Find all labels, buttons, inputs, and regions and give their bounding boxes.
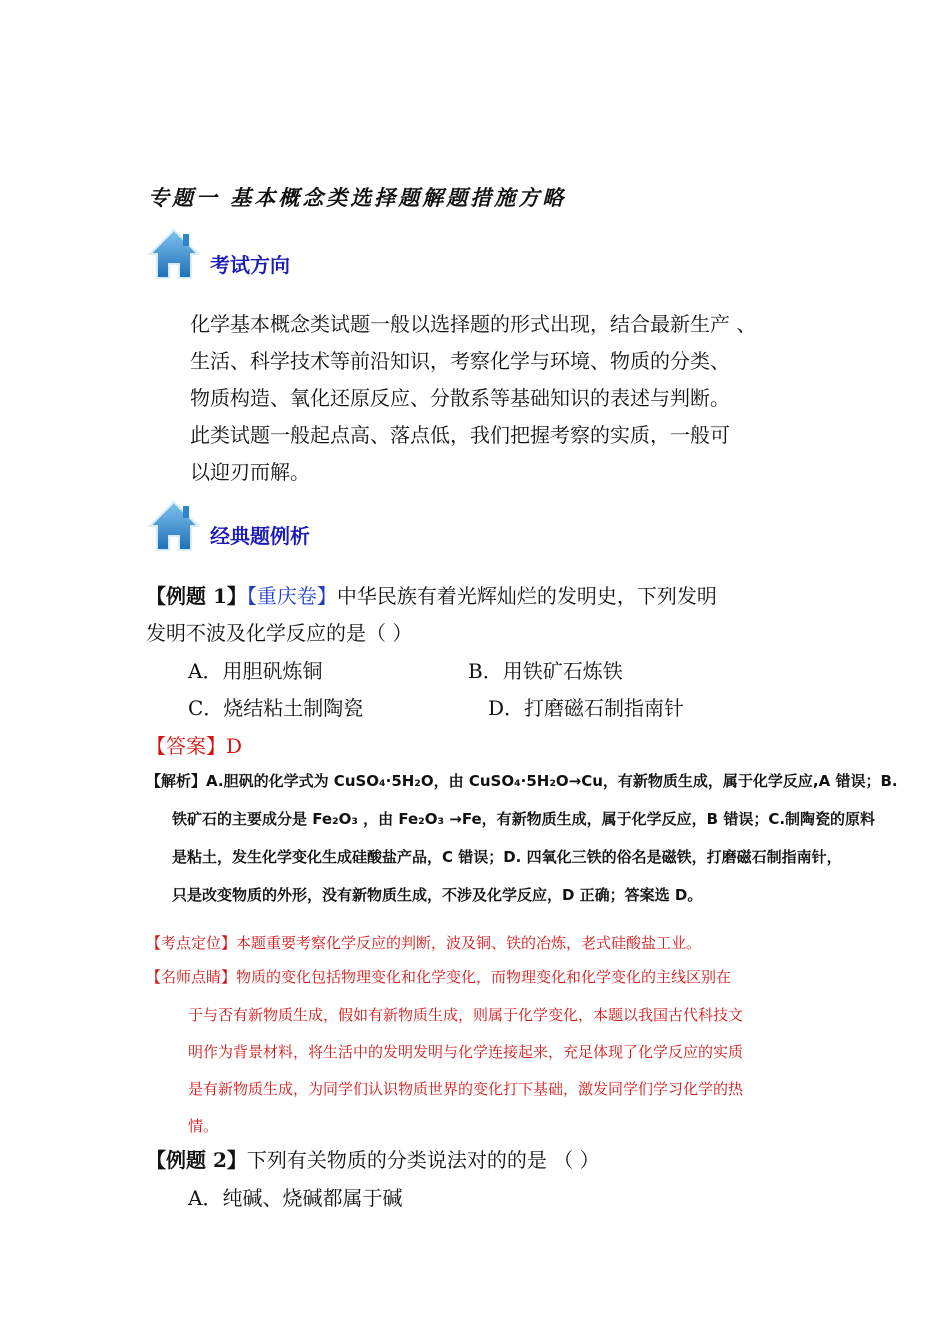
paragraph-line: 此类试题一般起点高、落点低，我们把握考察的实质，一般可 <box>190 423 730 447</box>
analysis-line: 是粘土，发生化学变化生成硅酸盐产品，C 错误；D. 四氧化三铁的俗名是磁铁，打磨磁石制指南针， <box>172 848 842 866</box>
analysis-line: 【解析】A.胆矾的化学式为 CuSO₄·5H₂O，由 CuSO₄·5H₂O→Cu，有新物质生成，属于化学反应,A 错误；B. <box>146 772 898 790</box>
example1-option-d: D．打磨磁石制指南针 <box>488 696 685 720</box>
example1-option-a: A．用胆矾炼铜 <box>188 659 323 683</box>
mingshi-note-line: 情。 <box>188 1117 219 1135</box>
example1-stem <box>146 580 717 609</box>
kaodian-note: 【考点定位】本题重要考察化学反应的判断，波及铜、铁的冶炼，老式硅酸盐工业。 <box>146 934 702 952</box>
paragraph-line: 生活、科学技术等前沿知识，考察化学与环境、物质的分类、 <box>190 349 730 373</box>
section-heading-classic-examples: 经典题例析 <box>210 524 310 548</box>
mingshi-note-line: 于与否有新物质生成，假如有新物质生成，则属于化学变化，本题以我国古代科技文 <box>188 1006 744 1024</box>
page-title: 专题一 基本概念类选择题解题措施方略 <box>148 185 567 210</box>
example2-stem <box>146 1144 600 1173</box>
house-icon <box>146 498 202 554</box>
analysis-line: 只是改变物质的外形，没有新物质生成，不涉及化学反应，D 正确；答案选 D。 <box>172 886 703 904</box>
example2-stem-text: 下列有关物质的分类说法对的的是 （ ） <box>246 1148 600 1172</box>
answer-value: D <box>226 734 243 758</box>
answer-label: 【答案】 <box>146 734 226 758</box>
section-heading-exam-direction: 考试方向 <box>210 253 290 277</box>
example2-option-a: A．纯碱、烧碱都属于碱 <box>188 1186 403 1210</box>
example2-label: 【例题 2】 <box>146 1148 247 1172</box>
paragraph-line: 以迎刃而解。 <box>190 460 310 484</box>
example1-stem-line2: 发明不波及化学反应的是（ ） <box>146 621 413 645</box>
paragraph-line: 化学基本概念类试题一般以选择题的形式出现，结合最新生产 、 <box>190 312 757 336</box>
example1-option-c: C．烧结粘土制陶瓷 <box>188 696 364 720</box>
example1-source: 【重庆卷】 <box>246 584 337 608</box>
house-icon <box>146 226 202 282</box>
example1-label: 【例题 1】 <box>146 584 247 608</box>
mingshi-note-line: 是有新物质生成，为同学们认识物质世界的变化打下基础，激发同学们学习化学的热 <box>188 1080 744 1098</box>
example1-answer <box>146 730 242 759</box>
paragraph-line: 物质构造、氧化还原反应、分散系等基础知识的表述与判断。 <box>190 386 730 410</box>
example1-stem-line1: 中华民族有着光辉灿烂的发明史，下列发明 <box>336 584 717 608</box>
mingshi-note-line: 【名师点睛】物质的变化包括物理变化和化学变化，而物理变化和化学变化的主线区别在 <box>146 968 732 986</box>
analysis-line: 铁矿石的主要成分是 Fe₂O₃ ，由 Fe₂O₃ →Fe，有新物质生成，属于化学反应，B 错误；C.制陶瓷的原料 <box>172 810 876 828</box>
example1-option-b: B．用铁矿石炼铁 <box>468 659 623 683</box>
mingshi-note-line: 明作为背景材料，将生活中的发明发明与化学连接起来，充足体现了化学反应的实质 <box>188 1043 744 1061</box>
